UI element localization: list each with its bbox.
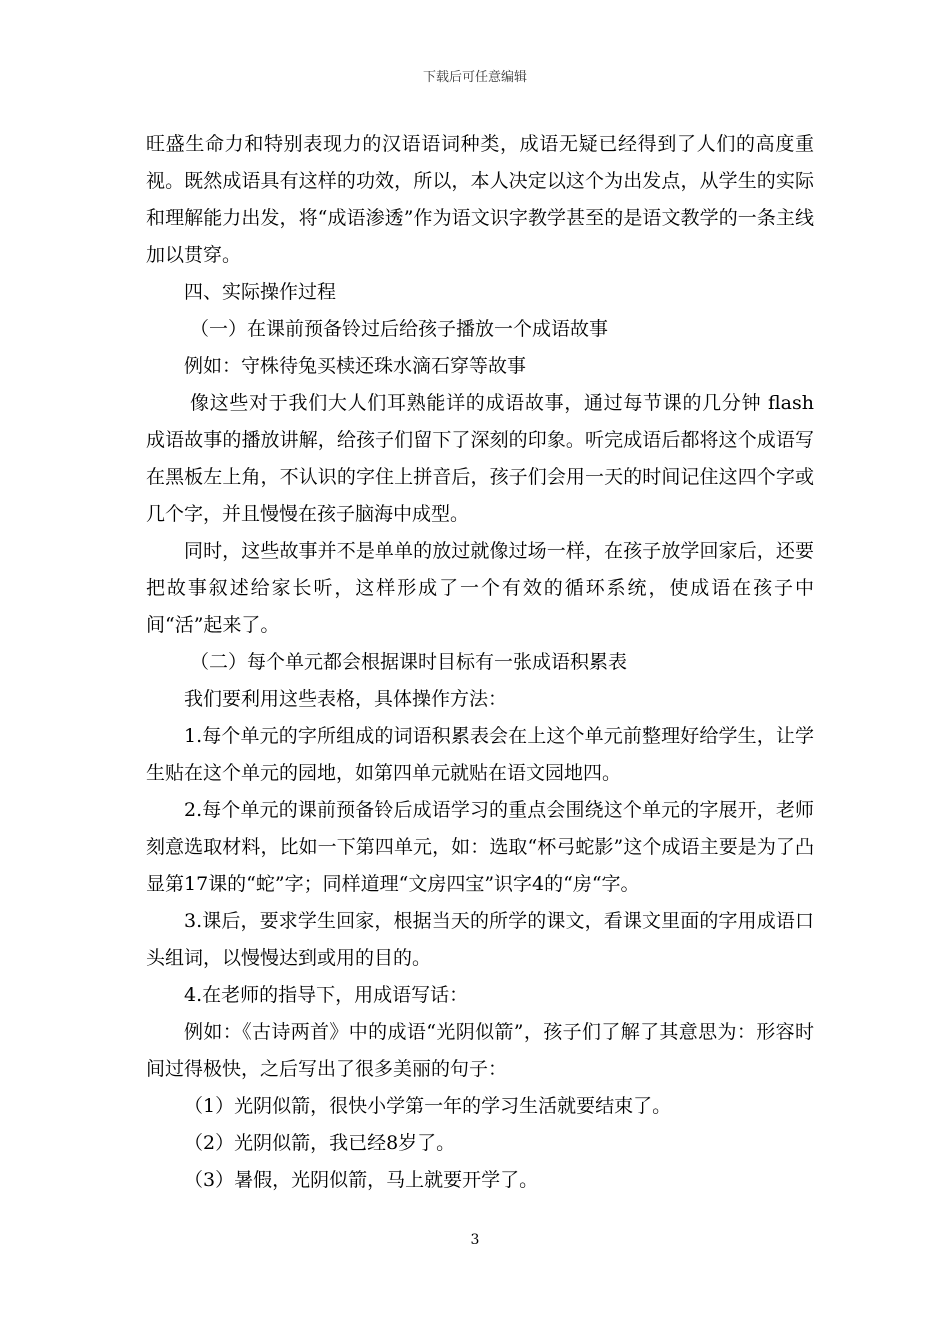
section-heading-practice: 四、实际操作过程 xyxy=(184,281,337,303)
paragraph-retelling: 同时，这些故事并不是单单的放过就像过场一样，在孩子放学回家后，还要把故事叙述给家长听，这样形成了一个有效的循环系统，使成语在孩子中间“活”起来了。 xyxy=(146,540,814,636)
paragraph-flash-stories: 像这些对于我们大人们耳熟能详的成语故事，通过每节课的几分钟 flash 成语故事的播放讲解，给孩子们留下了深刻的印象。听完成语后都将这个成语写在黑板左上角，不认识的字住上拼音后，孩子们会用一天的时间记住这四个字或几个字，并且慢慢在孩子脑海中成型。 xyxy=(146,392,814,525)
page-number: 3 xyxy=(470,1232,480,1248)
subsection-heading-2: （二）每个单元都会根据课时目标有一张成语积累表 xyxy=(190,651,628,673)
list-item-4: 4.在老师的指导下，用成语写话： xyxy=(184,984,469,1006)
header-note: 下载后可任意编辑 xyxy=(422,70,527,85)
paragraph-example-stories: 例如：守株待兔买椟还珠水滴石穿等故事 xyxy=(184,355,527,377)
paragraph-method-intro: 我们要利用这些表格，具体操作方法： xyxy=(184,688,508,710)
example-sentence-1: （1）光阴似箭，很快小学第一年的学习生活就要结束了。 xyxy=(184,1095,672,1117)
paragraph-continuation: 旺盛生命力和特别表现力的汉语语词种类，成语无疑已经得到了人们的高度重视。既然成语具有这样的功效，所以，本人决定以这个为出发点，从学生的实际和理解能力出发，将“成语渗透”作为语文识字教学甚至的是语文教学的一条主线加以贯穿。 xyxy=(146,133,814,266)
subsection-heading-1: （一）在课前预备铃过后给孩子播放一个成语故事 xyxy=(190,318,609,340)
paragraph-example-poem: 例如：《古诗两首》中的成语“光阴似箭”，孩子们了解了其意思为：形容时间过得极快，之后写出了很多美丽的句子： xyxy=(146,1021,814,1080)
list-item-2: 2.每个单元的课前预备铃后成语学习的重点会围绕这个单元的字展开，老师刻意选取材料，比如一下第四单元，如：选取“杯弓蛇影”这个成语主要是为了凸显第17课的“蛇”字；同样道理“文房四宝”识字4的“房“字。 xyxy=(146,799,814,895)
example-sentence-2: （2）光阴似箭，我已经8岁了。 xyxy=(184,1132,456,1154)
list-item-3: 3.课后，要求学生回家，根据当天的所学的课文，看课文里面的字用成语口头组词，以慢慢达到或用的目的。 xyxy=(146,910,814,969)
body-text xyxy=(146,126,814,1199)
list-item-1: 1.每个单元的字所组成的词语积累表会在上这个单元前整理好给学生，让学生贴在这个单元的园地，如第四单元就贴在语文园地四。 xyxy=(146,725,814,784)
example-sentence-3: （3）暑假，光阴似箭，马上就要开学了。 xyxy=(184,1169,539,1191)
